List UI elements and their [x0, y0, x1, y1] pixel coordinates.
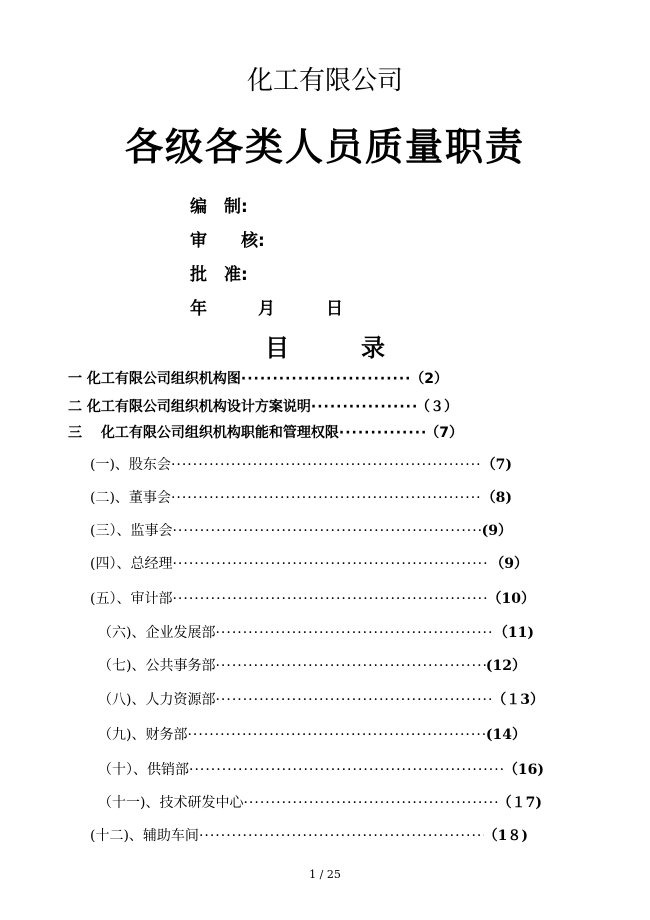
toc-item[interactable] — [98, 689, 544, 709]
toc-item-label: （六)、企业发展部 — [98, 625, 216, 641]
toc-item-label: (二)、董事会 — [90, 490, 171, 506]
page-number: 1 / 25 — [309, 868, 341, 881]
toc-item-label: (五）、审计部 — [90, 591, 173, 607]
toc-leader — [311, 399, 416, 415]
toc-leader — [172, 523, 481, 539]
toc-item-label: (三）、监事会 — [90, 523, 173, 539]
toc-leader — [243, 795, 497, 811]
toc-item-label: (十二)、辅助车间 — [90, 828, 199, 844]
toc-item-page: (14） — [485, 727, 526, 743]
compiled-by-label: 编 制: — [190, 197, 248, 217]
toc-item[interactable] — [98, 655, 526, 675]
toc-item-page: (12） — [485, 658, 526, 674]
toc-item[interactable] — [90, 553, 528, 573]
toc-leader — [172, 556, 490, 572]
toc-item-label: (一)、股东会 — [90, 457, 171, 473]
toc-item[interactable] — [98, 622, 534, 642]
toc-section[interactable] — [68, 396, 458, 416]
approved-by-label: 批 准: — [190, 265, 248, 285]
toc-leader — [215, 625, 493, 641]
toc-item-label: （八)、人力资源部 — [98, 692, 216, 708]
toc-section[interactable] — [68, 422, 463, 442]
toc-leader — [199, 828, 484, 844]
toc-leader — [215, 658, 485, 674]
toc-leader — [241, 371, 410, 387]
toc-item[interactable] — [98, 792, 542, 812]
toc-section-page: （7） — [425, 425, 463, 441]
toc-section-label: 三 化工有限公司组织机构职能和管理权限 — [68, 425, 339, 441]
toc-section-label: 二 化工有限公司组织机构设计方案说明 — [68, 399, 311, 415]
toc-heading: 目 录 — [265, 334, 385, 362]
toc-leader — [172, 591, 487, 607]
toc-item-label: （十一)、技术研发中心 — [98, 795, 244, 811]
toc-item-page: （１3） — [492, 692, 544, 708]
toc-item-page: （1８) — [483, 828, 528, 844]
toc-item[interactable] — [90, 487, 512, 507]
toc-item-label: （九)、财务部 — [98, 727, 188, 743]
toc-item[interactable] — [90, 454, 512, 474]
toc-leader — [187, 727, 485, 743]
toc-item-page: （16) — [503, 762, 544, 778]
toc-item-label: （七)、公共事务部 — [98, 658, 216, 674]
toc-item-page: （9） — [490, 556, 528, 572]
toc-item-label: (四）、总经理 — [90, 556, 173, 572]
toc-item[interactable] — [98, 724, 526, 744]
toc-leader — [171, 490, 482, 506]
toc-leader — [189, 762, 504, 778]
toc-section-label: 一 化工有限公司组织机构图 — [68, 371, 241, 387]
date-label: 年 月 日 — [190, 299, 343, 319]
toc-item-label: （十）、供销部 — [98, 762, 189, 778]
toc-item[interactable] — [90, 588, 535, 608]
toc-section[interactable] — [68, 368, 448, 388]
toc-item-page: （7) — [481, 457, 512, 473]
toc-item[interactable] — [98, 759, 544, 779]
toc-item[interactable] — [90, 520, 512, 540]
toc-leader — [215, 692, 492, 708]
toc-item-page: （１7) — [497, 795, 542, 811]
toc-section-page: （３） — [416, 399, 458, 415]
reviewed-by-label: 审 核: — [190, 231, 265, 251]
toc-item-page: （11) — [493, 625, 534, 641]
toc-leader — [339, 425, 425, 441]
toc-section-page: （2） — [410, 371, 448, 387]
toc-item[interactable] — [90, 825, 528, 845]
company-title: 化工有限公司 — [246, 66, 403, 96]
toc-item-page: （8) — [481, 490, 512, 506]
document-title: 各级各类人员质量职责 — [124, 124, 525, 169]
toc-leader — [171, 457, 482, 473]
toc-item-page: (9） — [481, 523, 512, 539]
toc-item-page: （10） — [487, 591, 535, 607]
